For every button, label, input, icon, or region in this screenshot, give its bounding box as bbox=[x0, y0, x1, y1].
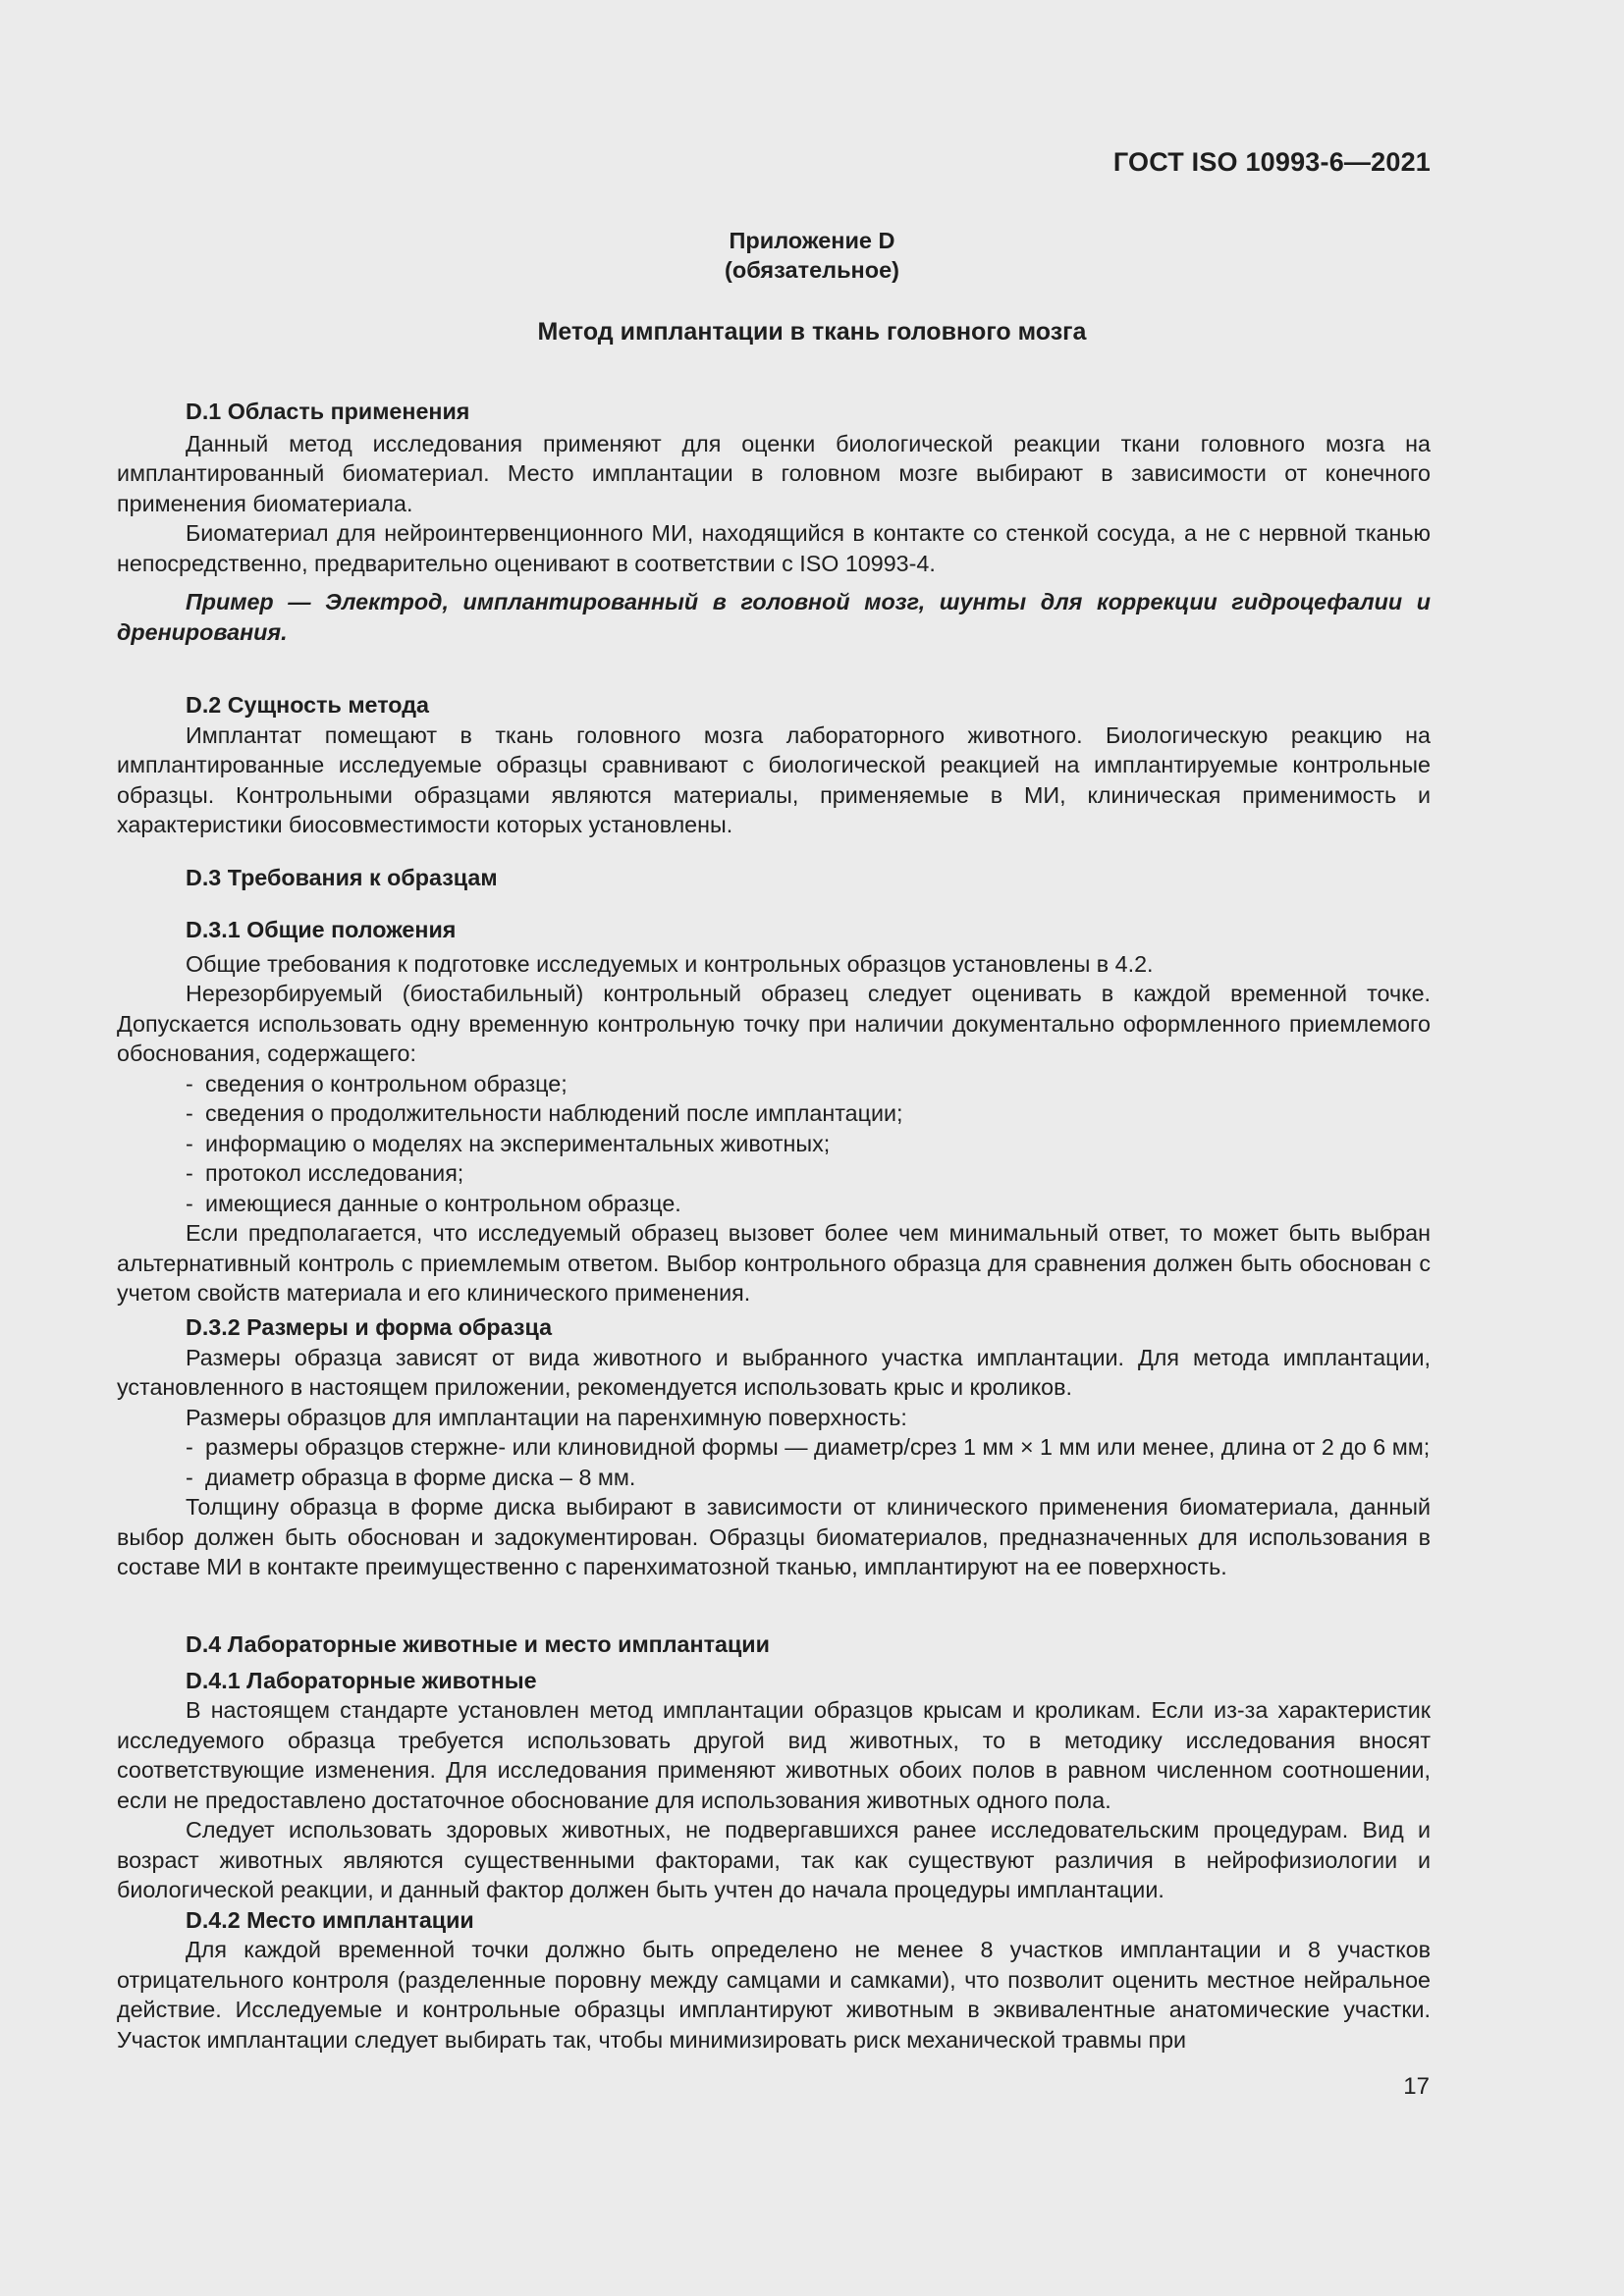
paragraph: Нерезорбируемый (биостабильный) контрольный образец следует оценивать в каждой временной точке. Допускается использовать одну временную контрольную точку при наличии документально оформленного приемлемого обоснования, содержащего: bbox=[117, 981, 1431, 1066]
list-dash: - bbox=[186, 1464, 193, 1490]
list-dash: - bbox=[186, 1190, 193, 1216]
section-d1 bbox=[117, 397, 1431, 647]
standard-code: ГОСТ ISO 10993-6—2021 bbox=[1112, 147, 1431, 177]
subsection-heading: D.4.2 Место имплантации bbox=[186, 1906, 474, 1933]
section-heading: D.1 Область применения bbox=[186, 399, 470, 424]
subsection-heading: D.3.1 Общие положения bbox=[186, 917, 457, 942]
section-d3-2 bbox=[117, 1312, 1431, 1582]
paragraph: Биоматериал для нейроинтервенционного МИ, находящийся в контакте со стенкой сосуда, а не с нервной тканью непосредственно, предварительно оценивают в соответствии с ISO 10993-4. bbox=[117, 520, 1431, 576]
appendix-heading bbox=[0, 226, 1624, 285]
paragraph: Размеры образцов для имплантации на паренхимную поверхность: bbox=[186, 1404, 907, 1430]
subsection-heading: D.3.2 Размеры и форма образца bbox=[186, 1314, 553, 1340]
list-item: - диаметр образца в форме диска – 8 мм. bbox=[117, 1463, 1431, 1493]
paragraph: Толщину образца в форме диска выбирают в зависимости от клинического применения биоматериала, данный выбор должен быть обоснован и задокументирован. Образцы биоматериалов, предназначенных для использования в составе МИ в контакте преимущественно с паренхиматозной тканью, имплантируют на ее поверхность. bbox=[117, 1494, 1431, 1579]
section-d2 bbox=[117, 690, 1431, 840]
paragraph: Данный метод исследования применяют для оценки биологической реакции ткани головного мозга на имплантированный биоматериал. Место имплантации в головном мозге выбирают в зависимости от конечного применения биоматериала. bbox=[117, 430, 1431, 516]
paragraph: Для каждой временной точки должно быть определено не менее 8 участков имплантации и 8 участков отрицательного контроля (разделенные поровну между самцами и самками), что позволит оценить местное нейральное действие. Исследуемые и контрольные образцы имплантируют животным в эквивалентные анатомические участки. Участок имплантации следует выбирать так, чтобы минимизировать риск механической травмы при bbox=[117, 1937, 1431, 2053]
list-dash: - bbox=[186, 1100, 193, 1126]
section-d3 bbox=[117, 863, 1431, 893]
paragraph: Общие требования к подготовке исследуемых и контрольных образцов установлены в 4.2. bbox=[186, 950, 1154, 977]
paragraph: Следует использовать здоровых животных, не подвергавшихся ранее исследовательским процедурам. Вид и возраст животных являются существенными факторами, так как существуют различия в нейрофизиологии и биологической реакции, и данный фактор должен быть учтен до начала процедуры имплантации. bbox=[117, 1817, 1431, 1902]
example-note: Пример — Электрод, имплантированный в головной мозг, шунты для коррекции гидроцефалии и дренирования. bbox=[117, 589, 1431, 645]
paragraph: Размеры образца зависят от вида животного и выбранного участка имплантации. Для метода имплантации, установленного в настоящем приложении, рекомендуется использовать крыс и кроликов. bbox=[117, 1344, 1431, 1400]
list-item: - протокол исследования; bbox=[117, 1158, 1431, 1189]
document-title: Метод имплантации в ткань головного мозга bbox=[537, 318, 1087, 346]
list-dash: - bbox=[186, 1070, 193, 1096]
paragraph: Имплантат помещают в ткань головного мозга лабораторного животного. Биологическую реакцию на имплантированные исследуемые образцы сравнивают с биологической реакцией на имплантируемые контрольные образцы. Контрольными образцами являются материалы, применяемые в МИ, клиническая применимость и характеристики биосовместимости которых установлены. bbox=[117, 721, 1431, 837]
section-heading: D.2 Сущность метода bbox=[186, 692, 429, 718]
list-dash: - bbox=[186, 1130, 193, 1156]
list-dash: - bbox=[186, 1160, 193, 1186]
section-d3-1 bbox=[117, 915, 1431, 1308]
appendix-status: (обязательное) bbox=[725, 257, 899, 283]
subsection-heading: D.4.1 Лабораторные животные bbox=[186, 1667, 537, 1693]
appendix-label: Приложение D bbox=[729, 228, 895, 253]
page-number: 17 bbox=[1403, 2073, 1430, 2100]
paragraph: В настоящем стандарте установлен метод имплантации образцов крысам и кроликам. Если из-за характеристик исследуемого образца требуется использовать другой вид животных, то в методику исследования вносят соответствующие изменения. Для исследования применяют животных обоих полов в равном численном соотношении, если не предоставлено достаточное обоснование для использования животных одного пола. bbox=[117, 1697, 1431, 1813]
list-item: - информацию о моделях на экспериментальных животных; bbox=[117, 1129, 1431, 1159]
list-item: - имеющиеся данные о контрольном образце. bbox=[117, 1189, 1431, 1219]
section-heading: D.4 Лабораторные животные и место имплантации bbox=[186, 1631, 770, 1657]
section-d4 bbox=[117, 1629, 1431, 2055]
list-dash: - bbox=[186, 1434, 193, 1460]
paragraph: Если предполагается, что исследуемый образец вызовет более чем минимальный ответ, то может быть выбран альтернативный контроль с приемлемым ответом. Выбор контрольного образца для сравнения должен быть обоснован с учетом свойств материала и его клинического применения. bbox=[117, 1220, 1431, 1306]
section-heading: D.3 Требования к образцам bbox=[186, 865, 498, 890]
list-item: - сведения о контрольном образце; bbox=[117, 1069, 1431, 1099]
list-item: - размеры образцов стержне- или клиновидной формы — диаметр/срез 1 мм × 1 мм или менее, длина от 2 до 6 мм; bbox=[117, 1432, 1431, 1463]
list-item: - сведения о продолжительности наблюдений после имплантации; bbox=[117, 1098, 1431, 1129]
